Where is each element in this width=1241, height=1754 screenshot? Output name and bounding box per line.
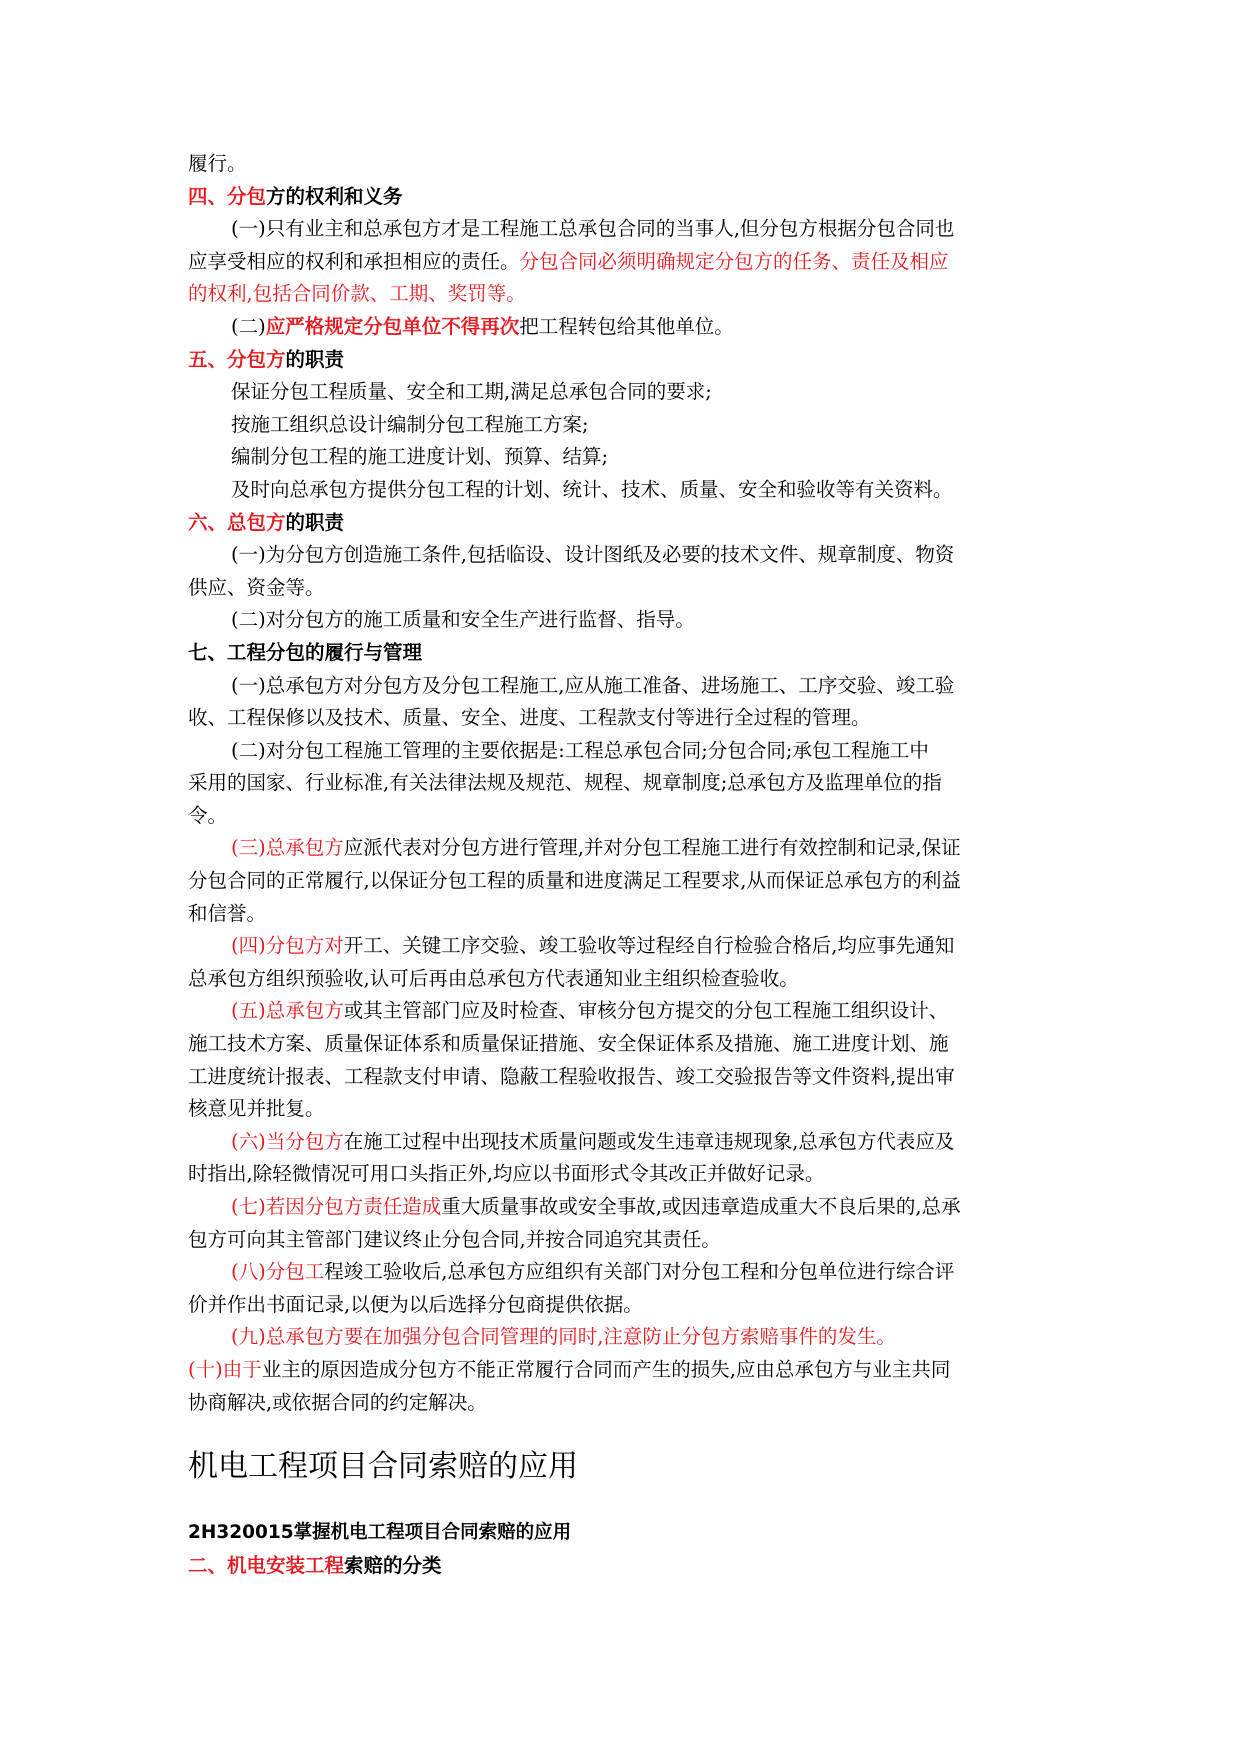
text-run: 应派代表对分包方进行管理,并对分包工程施工进行有效控制和记录,保证 — [343, 836, 961, 860]
text-line — [188, 246, 1058, 279]
text-line — [188, 800, 1058, 833]
text-run-red: (十)由于 — [188, 1357, 262, 1381]
text-run: (一)只有业主和总承包方才是工程施工总承包合同的当事人,但分包方根据分包合同也 — [231, 217, 955, 241]
section-code-heading: 2H320015掌握机电工程项目合同索赔的应用 — [188, 1522, 572, 1544]
heading-black: 七、工程分包的履行与管理 — [188, 640, 423, 664]
text-run: 开工、关键工序交验、竣工验收等过程经自行检验合格后,均应事先通知 — [343, 934, 955, 958]
text-run: 施工技术方案、质量保证体系和质量保证措施、安全保证体系及措施、施工进度计划、施 — [188, 1032, 949, 1056]
text-run: (二)对分包工程施工管理的主要依据是:工程总承包合同;分包合同;承包工程施工中 — [231, 738, 929, 762]
text-line — [188, 1028, 1058, 1061]
text-run-red: (九)总承包方要在加强分包合同管理的同时,注意防止分包方索赔事件的发生。 — [231, 1325, 896, 1349]
text-line — [188, 1093, 1058, 1126]
text-run-red-bold: 应严格规定分包单位不得再次 — [265, 314, 520, 338]
text-run: 业主的原因造成分包方不能正常履行合同而产生的损失,应由总承包方与业主共同 — [261, 1357, 951, 1381]
text-line — [188, 474, 1058, 507]
heading-red: 五、分包方 — [188, 347, 286, 371]
text-line — [188, 1256, 1058, 1289]
text-line — [188, 1158, 1058, 1191]
text-run: 采用的国家、行业标准,有关法律法规及规范、规程、规章制度;总承包方及监理单位的指 — [188, 771, 942, 795]
text-run: 重大质量事故或安全事故,或因违章造成重大不良后果的,总承 — [441, 1195, 961, 1218]
text-line — [188, 767, 1058, 800]
text-line — [188, 995, 1058, 1028]
text-line — [188, 604, 1058, 637]
text-run: 履行。 — [188, 152, 247, 175]
text-line — [188, 898, 1058, 931]
text-run: 及时向总承包方提供分包工程的计划、统计、技术、质量、安全和验收等有关资料。 — [231, 477, 953, 501]
text-run: 保证分包工程质量、安全和工期,满足总承包合同的要求; — [231, 380, 712, 404]
text-run: 或其主管部门应及时检查、审核分包方提交的分包工程施工组织设计、 — [343, 999, 949, 1023]
text-run: 时指出,除轻微情况可用口头指正外,均应以书面形式令其改正并做好记录。 — [188, 1162, 825, 1186]
text-line — [188, 670, 1058, 703]
text-run: (二)对分包方的施工质量和安全生产进行监督、指导。 — [231, 608, 695, 632]
text-line — [188, 1224, 1058, 1257]
text-line — [188, 1387, 1058, 1420]
text-run: (二) — [231, 314, 266, 338]
text-line — [188, 572, 1058, 605]
subheading-red: 二、机电安装工程 — [188, 1553, 345, 1577]
heading-black: 方的权利和义务 — [266, 184, 403, 208]
text-line — [188, 865, 1058, 898]
text-line — [188, 702, 1058, 735]
heading-red: 六、总包方 — [188, 510, 286, 534]
section-heading-5 — [188, 344, 1058, 377]
text-run-red: (五)总承包方 — [231, 999, 344, 1023]
text-line — [188, 278, 1058, 311]
text-run: 令。 — [188, 803, 228, 827]
text-run-red: (七)若因分包方责任造成 — [231, 1195, 442, 1218]
section-heading-4 — [188, 181, 1058, 214]
text-run: 工进度统计报表、工程款支付申请、隐蔽工程验收报告、竣工交验报告等文件资料,提出审 — [188, 1064, 955, 1088]
text-run: 程竣工验收后,总承包方应组织有关部门对分包工程和分包单位进行综合评 — [324, 1260, 955, 1284]
text-run: 价并作出书面记录,以便为以后选择分包商提供依据。 — [188, 1292, 643, 1316]
text-line — [188, 539, 1058, 572]
text-line — [188, 441, 1058, 474]
text-run-red: (六)当分包方 — [231, 1129, 344, 1153]
text-run: 包方可向其主管部门建议终止分包合同,并按合同追究其责任。 — [188, 1227, 721, 1251]
text-run: 总承包方组织预验收,认可后再由总承包方代表通知业主组织检查验收。 — [188, 966, 799, 990]
text-run: 按施工组织总设计编制分包工程施工方案; — [231, 412, 589, 436]
text-run-red: (八)分包工 — [231, 1260, 325, 1284]
subheading — [188, 1550, 1058, 1583]
heading-black: 的职责 — [285, 347, 345, 371]
text-run: 供应、资金等。 — [188, 575, 325, 599]
heading-red: 四、分包 — [188, 184, 267, 208]
text-line — [188, 1061, 1058, 1094]
text-run-red: 分包合同必须明确规定分包方的任务、责任及相应 — [519, 249, 949, 273]
text-run: 核意见并批复。 — [188, 1097, 325, 1121]
text-run: (一)为分包方创造施工条件,包括临设、设计图纸及必要的技术文件、规章制度、物资 — [231, 543, 955, 567]
text-run: (一)总承包方对分包方及分包工程施工,应从施工准备、进场施工、工序交验、竣工验 — [231, 673, 955, 697]
text-run: 编制分包工程的施工进度计划、预算、结算; — [231, 445, 609, 469]
text-line — [188, 930, 1058, 963]
text-run: 分包合同的正常履行,以保证分包工程的质量和进度满足工程要求,从而保证总承包方的利益 — [188, 869, 961, 893]
heading-black: 的职责 — [285, 510, 345, 534]
text-line — [188, 1191, 1058, 1224]
section-heading-6 — [188, 507, 1058, 540]
text-line — [188, 735, 1058, 768]
document-page — [188, 148, 1058, 1582]
text-line — [188, 213, 1058, 246]
section-heading-7 — [188, 637, 1058, 670]
text-run: 和信誉。 — [188, 901, 267, 925]
page-title: 机电工程项目合同索赔的应用 — [188, 1449, 578, 1485]
text-line — [188, 311, 1058, 344]
text-line — [188, 832, 1058, 865]
text-run-red: (四)分包方对 — [231, 934, 344, 958]
text-run: 收、工程保修以及技术、质量、安全、进度、工程款支付等进行全过程的管理。 — [188, 706, 871, 730]
text-line — [188, 1321, 1058, 1354]
text-line — [188, 409, 1058, 442]
text-run: 把工程转包给其他单位。 — [519, 314, 734, 338]
text-run-red: (三)总承包方 — [231, 836, 344, 860]
text-line — [188, 148, 1058, 181]
text-run: 协商解决,或依据合同的约定解决。 — [188, 1390, 487, 1414]
text-line — [188, 963, 1058, 996]
text-run: 在施工过程中出现技术质量问题或发生违章违规现象,总承包方代表应及 — [343, 1129, 955, 1153]
text-line — [188, 1126, 1058, 1159]
text-line — [188, 1289, 1058, 1322]
text-line — [188, 1354, 1058, 1387]
text-line — [188, 376, 1058, 409]
text-run: 应享受相应的权利和承担相应的责任。 — [188, 249, 520, 273]
subheading-black: 索赔的分类 — [344, 1553, 442, 1577]
text-run-red: 的权利,包括合同价款、工期、奖罚等。 — [188, 282, 526, 306]
